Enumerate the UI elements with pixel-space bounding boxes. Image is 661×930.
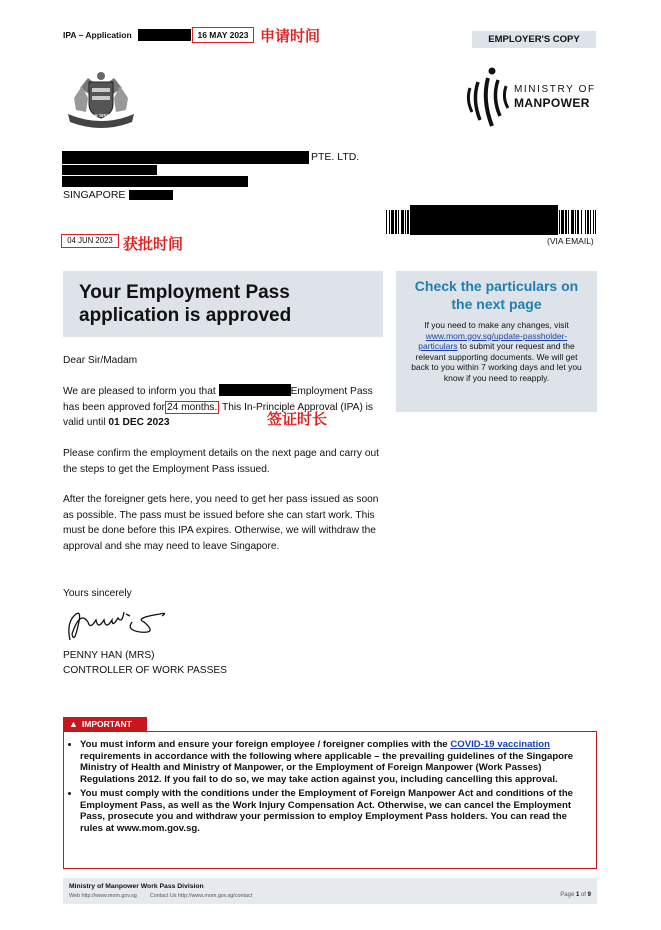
redacted-employee-name — [219, 384, 291, 396]
barcode-bar — [590, 210, 591, 234]
barcode-bar — [395, 210, 397, 234]
approved-duration: 24 months. — [166, 401, 218, 413]
barcode-bar — [587, 210, 589, 234]
page-title-line2: application is approved — [79, 305, 292, 326]
annotation-approved-date: 获批时间 — [123, 235, 184, 253]
barcode-bar — [595, 210, 596, 234]
approval-paragraph: We are pleased to inform you that Employment Pass has been approved for 24 months. This In-Principle Approval (IPA) is valid until 01 DEC 2023 — [63, 386, 374, 428]
footer-bar — [63, 878, 597, 904]
ipa-valid-until: 01 DEC 2023 — [108, 417, 170, 428]
barcode-bar — [398, 210, 399, 234]
barcode-bar — [593, 210, 594, 234]
important-list — [64, 732, 596, 835]
ipa-reference — [63, 30, 132, 40]
barcode-bar — [581, 210, 582, 234]
covid-vaccination-link[interactable]: COVID-19 vaccination — [450, 739, 551, 750]
barcode-bar — [571, 210, 574, 234]
crest-motto: MAJULAH SINGAPURA — [75, 113, 127, 118]
sidebar-heading-line1: Check the particulars on — [414, 278, 579, 294]
footer-web-link[interactable]: Web http://www.mom.gov.sg — [69, 893, 137, 899]
approval-title-panel — [63, 271, 383, 337]
particulars-sidebar — [396, 271, 597, 412]
barcode-bar — [389, 210, 390, 234]
barcode-bar — [401, 210, 404, 234]
footer-links — [69, 893, 252, 899]
barcode-bar — [559, 210, 560, 234]
annotation-duration: 签证时长 — [267, 410, 328, 428]
barcode-bar — [568, 210, 569, 234]
sidebar-heading-line2: the next page — [451, 296, 542, 312]
footer-division: Ministry of Manpower Work Pass Division — [69, 883, 204, 890]
redacted-company-name — [62, 151, 309, 164]
important-item-compliance: • You must comply with the conditions under the Employment of Foreign Manpower Act and conditions of the Employment Pass, as well as the Work Injury Compensation Act. Otherwise, we can cancel the Employment Pass, prosecute you and withdraw your permission to employ Employment Pass holders. You can read the rules at www.mom.gov.sg. — [80, 788, 588, 835]
issue-pass-paragraph: After the foreigner gets here, you need to get her pass issued as soon as possible. The pass must be issued before she can start work. This must be done before this IPA expires. Otherwise, we will withdraw the approval and she may need to leave Singapore. — [63, 494, 379, 552]
delivery-method: (VIA EMAIL) — [547, 236, 594, 246]
redacted-application-number — [138, 29, 191, 41]
barcode-bar — [405, 210, 406, 234]
singapore-crest-logo — [62, 68, 140, 130]
redacted-barcode-number — [410, 205, 558, 235]
confirm-paragraph: Please confirm the employment details on the next page and carry out the steps to get the Employment Pass issued. — [63, 448, 379, 475]
signature-image — [62, 600, 172, 648]
update-particulars-link[interactable]: www.mom.gov.sg/update-passholder-particulars — [418, 330, 568, 352]
redacted-postal-code — [129, 190, 173, 200]
letter-issue-date: 04 JUN 2023 — [61, 234, 119, 248]
barcode-bar — [386, 210, 387, 234]
important-item-vaccination: • You must inform and ensure your foreign employee / foreigner complies with the COVID-19 vaccination requirements in accordance with the following where applicable – the prevailing guidelines of the Singapore Ministry of Health and Ministry of Manpower, or the Employment of Foreign Manpower (Work Passes) Regulations 2012. If you fail to do so, we may take action against you, including cancelling this approval. — [80, 739, 588, 786]
application-date: 16 MAY 2023 — [192, 27, 254, 43]
barcode-bar — [561, 210, 564, 234]
page-title-line1: Your Employment Pass — [79, 282, 290, 303]
barcode-bar — [577, 210, 579, 234]
redacted-address-line-1 — [62, 165, 157, 175]
important-notice-box — [63, 731, 597, 869]
important-tab: ▲ IMPORTANT — [63, 717, 147, 731]
ipa-prefix: IPA – Application — [63, 30, 132, 40]
footer-contact-link[interactable]: Contact Us http://www.mom.gov.sg/contact — [149, 893, 253, 899]
company-suffix: PTE. LTD. — [311, 151, 360, 163]
employers-copy-badge: EMPLOYER'S COPY — [472, 31, 596, 48]
barcode-bar — [407, 210, 409, 234]
barcode-bar — [575, 210, 576, 234]
barcode-bar — [585, 210, 586, 234]
sidebar-body: If you need to make any changes, visit www.mom.gov.sg/update-passholder-particulars to submit your request and the relevant supporting documents. We will get back to you within 7 working days and let you know if you need to reapply. — [411, 320, 582, 383]
closing: Yours sincerely — [63, 588, 132, 599]
signatory-title: CONTROLLER OF WORK PASSES — [63, 665, 227, 676]
address-country: SINGAPORE — [63, 189, 126, 201]
redacted-address-line-2 — [62, 176, 248, 187]
mom-logo-line1: MINISTRY OF — [514, 84, 596, 95]
mom-logo — [462, 66, 602, 128]
page-number: Page 1 of 9 — [560, 892, 591, 898]
warning-icon: ▲ — [69, 719, 78, 729]
mom-logo-line2: MANPOWER — [514, 96, 590, 110]
signatory-name: PENNY HAN (MRS) — [63, 650, 155, 661]
annotation-applied-date: 申请时间 — [260, 27, 321, 45]
mom-emblem-icon — [462, 66, 514, 128]
barcode-bar — [391, 210, 394, 234]
barcode-bar — [565, 210, 567, 234]
salutation: Dear Sir/Madam — [63, 355, 138, 366]
